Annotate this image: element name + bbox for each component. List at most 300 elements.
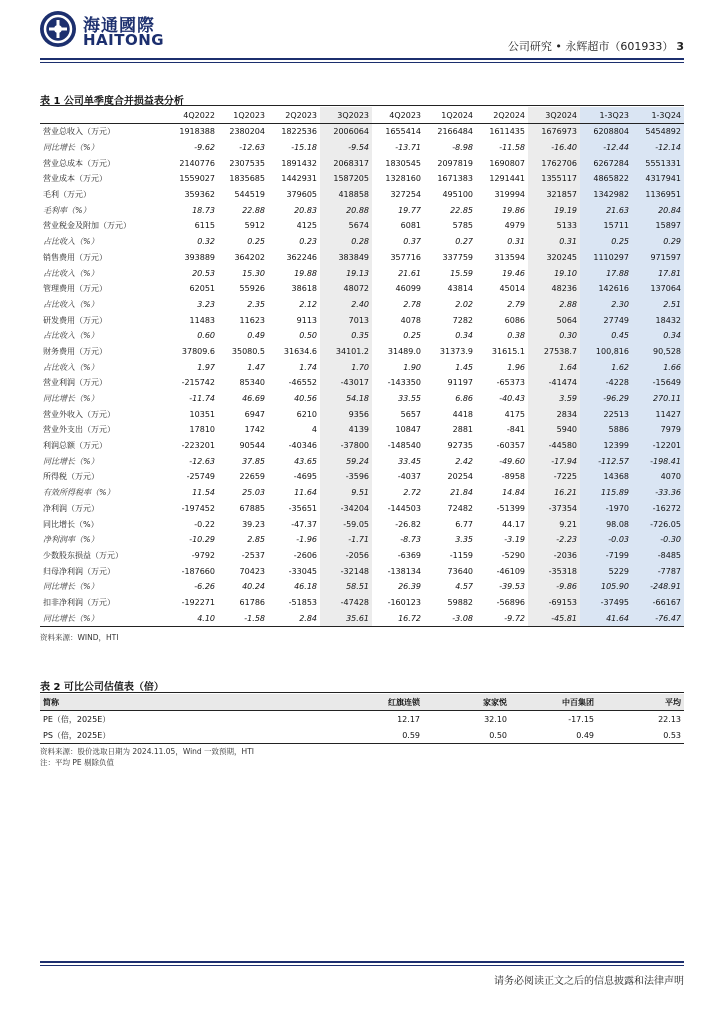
table-cell: 1587205 [320,171,372,187]
table-cell: 17.88 [580,265,632,281]
row-label: 营业税金及附加（万元） [43,221,131,231]
table-cell: 0.37 [403,237,421,247]
table-row [40,727,684,744]
table-cell: 4.10 [168,610,218,626]
table-cell: -8.98 [452,143,473,153]
table-cell: 2.02 [455,299,473,309]
haitong-logo-icon [40,11,76,47]
table-row [40,234,684,250]
table-cell: 34101.2 [320,344,372,360]
table-cell: 85340 [239,378,265,388]
table-cell: 4979 [504,221,525,231]
table-cell: 15897 [632,218,684,234]
table-cell: -15.18 [291,143,317,153]
table-cell: -143350 [387,378,421,388]
table-cell: -43017 [320,375,372,391]
table-cell: 105.90 [580,579,632,595]
table-cell: 5785 [452,221,473,231]
table-cell: -5290 [501,550,525,560]
row-label: 占比收入（%） [43,362,99,372]
table-cell: 15711 [580,218,632,234]
table-cell: -1970 [580,501,632,517]
table-cell: 98.08 [580,516,632,532]
row-label: 同比增长（%） [43,519,99,529]
table-cell: -10.29 [189,535,215,545]
row-label: 管理费用（万元） [43,284,107,294]
table-cell: -215742 [181,378,215,388]
table-row [40,501,684,517]
table-cell: 38618 [291,284,317,294]
table-cell: 1611435 [489,127,525,137]
table-cell: 4139 [320,422,372,438]
table-cell: 0.60 [197,331,215,341]
column-header: 1-3Q24 [632,107,684,124]
table2-title: 表 2 可比公司估值表（倍） [40,682,164,693]
table-row [40,711,684,728]
table-cell: 3.23 [197,299,215,309]
row-label: 归母净利润（万元） [43,566,115,576]
table-cell: 7282 [452,315,473,325]
table-cell: -7787 [632,563,684,579]
table-row [40,140,684,156]
row-label: 有效所得税率（%） [43,488,115,498]
table-row [40,438,684,454]
table-cell: 12399 [580,438,632,454]
table-cell: 6115 [194,221,215,231]
table-cell: 54.18 [320,391,372,407]
row-label: 营业利润（万元） [43,378,107,388]
table-cell: 2.72 [403,488,421,498]
table-cell: 0.32 [197,237,215,247]
table-cell: 9113 [296,315,317,325]
table-row [40,579,684,595]
table-cell: -11.74 [189,394,215,404]
table-cell: 0.29 [632,234,684,250]
table-cell: 1110297 [580,250,632,266]
table-cell: -2056 [320,548,372,564]
table-cell: 19.19 [528,202,580,218]
table-cell: -49.60 [499,456,525,466]
header-rule-thin [40,62,684,63]
table-cell: 19.13 [320,265,372,281]
table-cell: -46552 [288,378,317,388]
row-label: 同比增长（%） [43,582,99,592]
table-cell: 10847 [395,425,421,435]
table-cell: 16.72 [372,610,424,626]
table-row [40,202,684,218]
row-label: 扣非净利润（万元） [43,597,115,607]
table-cell: -2537 [241,550,265,560]
column-header: 家家悦 [423,694,510,711]
table-cell: 35080.5 [231,346,265,356]
table-cell: -138134 [387,566,421,576]
table-cell: -4037 [397,472,421,482]
table-row [40,344,684,360]
table-cell: 19.46 [502,268,525,278]
table-cell: -6369 [397,550,421,560]
table-cell: 33.55 [398,394,421,404]
table-cell: 4175 [504,409,525,419]
table-cell: -148540 [387,441,421,451]
table-cell: 17.81 [632,265,684,281]
table-cell: 6208804 [580,124,632,140]
table-cell: 15.30 [242,268,265,278]
table-cell: 11.64 [294,488,317,498]
table-cell: -51399 [496,503,525,513]
table-cell: 1742 [244,425,265,435]
table-cell: -8958 [501,472,525,482]
table-cell: 0.38 [507,331,525,341]
table-cell: -248.91 [632,579,684,595]
table-row [40,375,684,391]
table-row [40,532,684,548]
table-cell: -51853 [288,597,317,607]
table-cell: 43814 [447,284,473,294]
table2-note: 注：平均 PE 剔除负值 [40,758,115,767]
table-cell: -13.71 [395,143,421,153]
table-cell: 5674 [320,218,372,234]
row-label: 毛利率（%） [43,205,91,215]
row-label: 同比增长（%） [43,394,99,404]
table-cell: -4695 [293,472,317,482]
table-cell: 1918388 [179,127,215,137]
table-cell: 31615.1 [491,346,525,356]
table-cell: -65373 [496,378,525,388]
column-header: 3Q2024 [528,107,580,124]
table-cell: -69153 [528,595,580,611]
table2-title-rule [40,692,684,693]
row-label: 利润总额（万元） [43,441,107,451]
table-cell: 39.23 [242,519,265,529]
table-cell: 12.17 [397,714,420,724]
table-cell: -45.81 [528,610,580,626]
table-cell: 1830545 [385,158,421,168]
table-cell: -1.96 [296,535,317,545]
table-cell: 393889 [184,252,215,262]
table-row [40,297,684,313]
table-row [40,610,684,626]
table-cell: 0.28 [320,234,372,250]
table-cell: 362246 [286,252,317,262]
table-cell: 1671383 [437,174,473,184]
table-cell: 21.63 [580,202,632,218]
table-cell: 0.53 [597,727,684,744]
table-cell: -37354 [528,501,580,517]
table-cell: 45014 [499,284,525,294]
table-cell: -40.43 [499,394,525,404]
table-cell: -12.63 [239,143,265,153]
table-cell: 4070 [632,469,684,485]
table-cell: 321857 [528,187,580,203]
row-label: 少数股东损益（万元） [43,550,123,560]
table-cell: -0.03 [580,532,632,548]
table-cell: 2.42 [455,456,473,466]
column-header: 4Q2022 [168,107,218,124]
table-cell: -56896 [496,597,525,607]
table-cell: 2.85 [247,535,265,545]
table-cell: 1.62 [580,359,632,375]
table-cell: 62051 [189,284,215,294]
table-cell: 2.88 [528,297,580,313]
table-cell: -15649 [632,375,684,391]
table-cell: -16.40 [528,140,580,156]
row-label: 营业总成本（万元） [43,158,115,168]
table-cell: 2.51 [632,297,684,313]
row-label: 占比收入（%） [43,237,99,247]
table-row [40,124,684,140]
table-cell: 4078 [400,315,421,325]
table-cell: 22513 [580,406,632,422]
table-cell: -17.94 [528,453,580,469]
table-cell: -12201 [632,438,684,454]
table-cell: 11427 [632,406,684,422]
table-cell: 0.50 [423,727,510,744]
table-cell: 357716 [390,252,421,262]
table-cell: 19.86 [502,205,525,215]
table-cell: 2881 [452,425,473,435]
table-cell: 9.21 [528,516,580,532]
table-cell: 21.61 [398,268,421,278]
footer-rule-thin [40,965,684,966]
table-cell: 0.59 [190,727,423,744]
table-cell: 1.64 [528,359,580,375]
table-cell: 4.57 [455,582,473,592]
table-cell: -160123 [387,597,421,607]
table-cell: 1291441 [489,174,525,184]
row-label: 营业外收入（万元） [43,409,115,419]
table-cell: 100,816 [580,344,632,360]
table-cell: 0.34 [632,328,684,344]
table-cell: 2.40 [320,297,372,313]
table-cell: -3596 [320,469,372,485]
table-cell: 319994 [494,190,525,200]
table-cell: -59.05 [320,516,372,532]
row-label: PS（倍，2025E） [40,727,190,744]
table-cell: -9792 [191,550,215,560]
table-cell: 327254 [390,190,421,200]
table-cell: -223201 [181,441,215,451]
table-cell: 1136951 [632,187,684,203]
table-cell: 11.54 [192,488,215,498]
table-cell: 1328160 [385,174,421,184]
table-cell: -41474 [528,375,580,391]
table-cell: 1655414 [385,127,421,137]
table-cell: 5657 [400,409,421,419]
row-label: 财务费用（万元） [43,346,107,356]
table-cell: 3.59 [528,391,580,407]
table-cell: 0.25 [403,331,421,341]
table-cell: -192271 [181,597,215,607]
table-cell: 91197 [447,378,473,388]
table-cell: 5229 [580,563,632,579]
table-cell: 544519 [234,190,265,200]
table-cell: -2.23 [528,532,580,548]
table-cell: 19.77 [398,205,421,215]
table-cell: -32148 [320,563,372,579]
table-cell: 1690807 [489,158,525,168]
table-cell: 2.30 [580,297,632,313]
table1-title: 表 1 公司单季度合并损益表分析 [40,96,184,107]
table-cell: 1835685 [229,174,265,184]
table-cell: -47.37 [291,519,317,529]
table-row [40,359,684,375]
table-cell: 1676973 [528,124,580,140]
table-cell: 4418 [452,409,473,419]
table-cell: 1.70 [320,359,372,375]
table-cell: 4 [311,425,317,435]
table-cell: 20.83 [294,205,317,215]
table-cell: -60357 [496,441,525,451]
table-cell: 31489.0 [387,346,421,356]
table-cell: 3.35 [455,535,473,545]
table1-header-row [40,107,684,124]
table-cell: 2834 [528,406,580,422]
table-cell: 2307535 [229,158,265,168]
table-cell: -841 [506,425,525,435]
table-row [40,171,684,187]
table-row [40,218,684,234]
table-row [40,281,684,297]
table-cell: -112.57 [580,453,632,469]
table-cell: 6947 [244,409,265,419]
table-cell: -25749 [186,472,215,482]
table-cell: 0.31 [528,234,580,250]
table-cell: 10351 [189,409,215,419]
column-header: 3Q2023 [320,107,372,124]
table-cell: 6210 [296,409,317,419]
table-cell: 37.85 [242,456,265,466]
table-cell: 0.35 [320,328,372,344]
table-cell: -37800 [320,438,372,454]
table-cell: 31373.9 [439,346,473,356]
table-cell: 0.49 [247,331,265,341]
table-cell: 971597 [632,250,684,266]
column-header: 平均 [597,694,684,711]
table-cell: -39.53 [499,582,525,592]
legal-disclaimer: 请务必阅读正文之后的信息披露和法律声明 [494,976,684,987]
table-row [40,563,684,579]
table-cell: 59.24 [320,453,372,469]
table-cell: -17.15 [568,714,594,724]
table-cell: 1559027 [179,174,215,184]
table-cell: 35.61 [320,610,372,626]
row-label: PE（倍，2025E） [43,714,111,724]
table1-corner-cell [40,107,168,124]
table-cell: 59882 [447,597,473,607]
table-cell: 2006064 [320,124,372,140]
table-cell: 1.66 [632,359,684,375]
table-cell: 359362 [184,190,215,200]
table-cell: 73640 [447,566,473,576]
table-cell: -4228 [580,375,632,391]
table-cell: 418858 [320,187,372,203]
table-cell: 1762706 [528,155,580,171]
table-cell: 46.69 [242,394,265,404]
table-cell: 22.88 [242,205,265,215]
table-cell: 4317941 [632,171,684,187]
table-cell: 142616 [580,281,632,297]
table-cell: -44580 [528,438,580,454]
table-cell: 15.59 [450,268,473,278]
table-cell: -1.58 [218,610,268,626]
income-statement-table [40,107,684,627]
table-cell: 46.18 [294,582,317,592]
table-cell: 20254 [447,472,473,482]
table-cell: 16.21 [528,485,580,501]
table1-source: 资料来源：WIND，HTI [40,633,119,642]
table-cell: -11.58 [499,143,525,153]
table-cell: 1442931 [281,174,317,184]
table-cell: -3.08 [424,610,476,626]
table-cell: -0.30 [632,532,684,548]
table-cell: 22.85 [450,205,473,215]
table1-title-rule [40,105,684,106]
row-label: 占比收入（%） [43,331,99,341]
table-cell: 11483 [189,315,215,325]
table-cell: 495100 [442,190,473,200]
table-row [40,516,684,532]
row-label: 同比增长（%） [40,610,168,626]
table-cell: 22.13 [658,714,681,724]
table-row [40,469,684,485]
table-cell: 2166484 [437,127,473,137]
table-cell: 19.10 [528,265,580,281]
table-cell: -1.71 [320,532,372,548]
table-cell: 5551331 [632,155,684,171]
table-cell: 11623 [239,315,265,325]
column-header: 中百集团 [510,694,597,711]
table-cell: 9.51 [320,485,372,501]
row-label: 占比收入（%） [43,268,99,278]
table-cell: -7199 [580,548,632,564]
table-cell: 137064 [632,281,684,297]
table-cell: -187660 [181,566,215,576]
table-cell: 0.31 [507,237,525,247]
table-cell: 115.89 [580,485,632,501]
table-cell: 313594 [494,252,525,262]
table-cell: -12.63 [189,456,215,466]
table-cell: 17810 [189,425,215,435]
table-cell: -12.14 [632,140,684,156]
table-cell: 72482 [447,503,473,513]
table-cell: 2380204 [229,127,265,137]
table-cell: 9356 [320,406,372,422]
table-cell: 1.96 [507,362,525,372]
logo-chinese-name: 海通國際 [83,16,155,36]
table-row [40,391,684,407]
table-cell: 37809.6 [181,346,215,356]
table-cell: 5454892 [632,124,684,140]
table-cell: -16272 [632,501,684,517]
table-cell: 0.27 [455,237,473,247]
table-cell: 43.65 [294,456,317,466]
table-cell: -0.22 [194,519,215,529]
table-cell: 5940 [528,422,580,438]
table-cell: -26.82 [395,519,421,529]
table-row [40,485,684,501]
report-info: 公司研究 • 永辉超市（601933） [507,40,674,53]
table-cell: -35318 [528,563,580,579]
table-cell: -33.36 [632,485,684,501]
row-label: 营业成本（万元） [43,174,107,184]
table-cell: 20.84 [632,202,684,218]
table-cell: -12.44 [580,140,632,156]
row-label: 净利润率（%） [43,535,99,545]
table-cell: 2097819 [437,158,473,168]
row-label: 所得税（万元） [43,472,99,482]
table-row [40,328,684,344]
table-cell: 6.86 [455,394,473,404]
